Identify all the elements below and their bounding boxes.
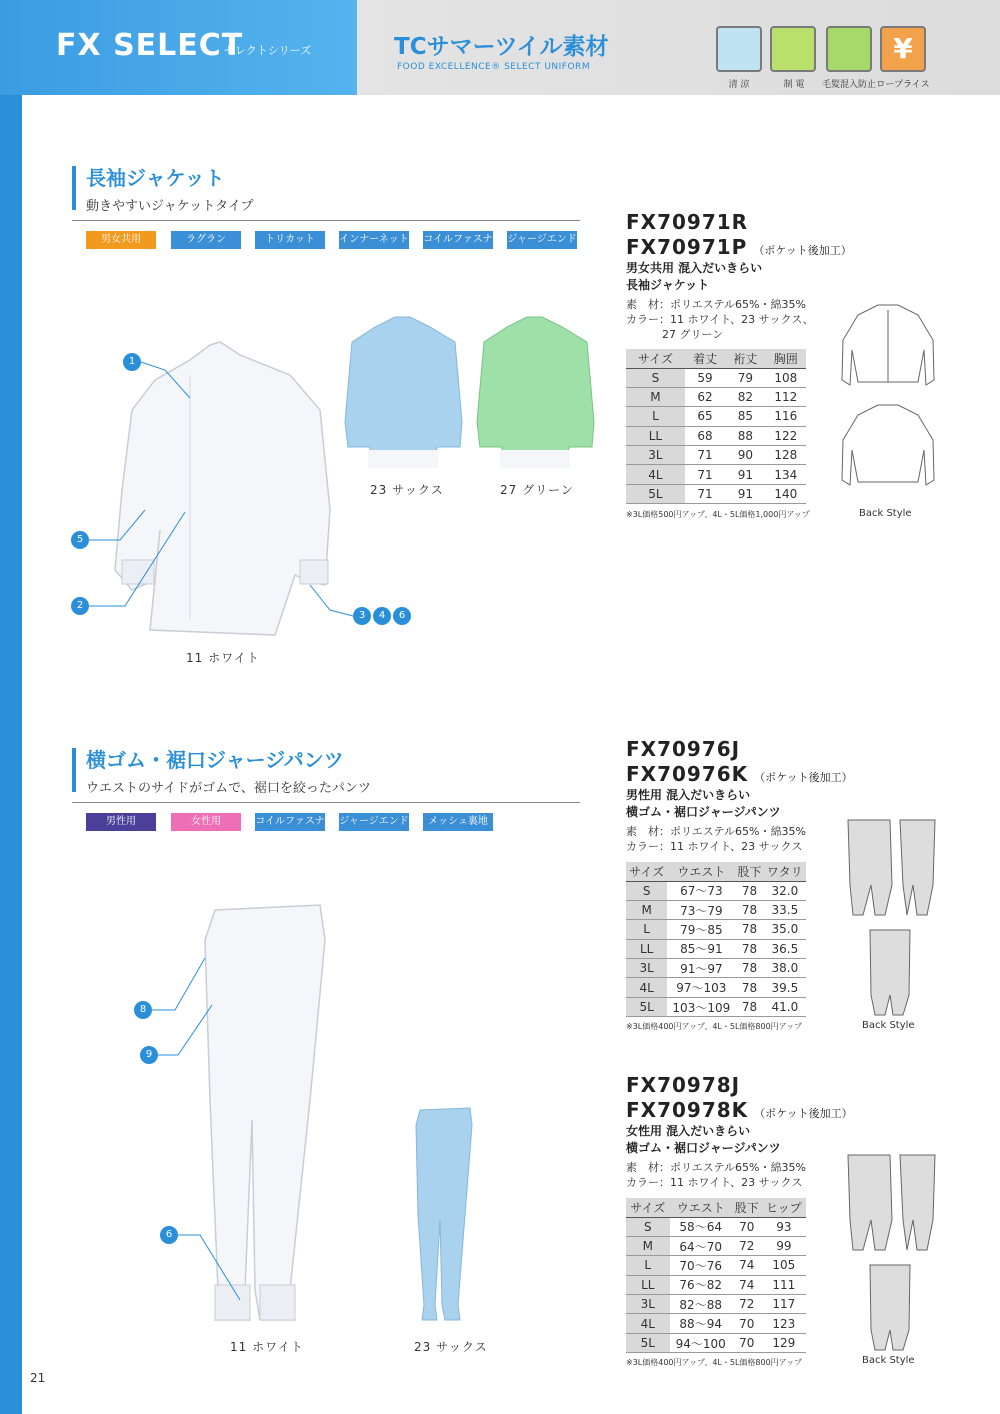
callout-1: 1 <box>123 353 141 371</box>
caption-white-jacket: 11 ホワイト <box>186 651 260 665</box>
table-row: 5L 103～109 78 41.0 <box>626 997 806 1016</box>
tag-jersey-end: ジャージエンド <box>339 813 409 831</box>
product-name-line2: 長袖ジャケット <box>626 278 710 292</box>
size-table-jacket: サイズ 着丈 裄丈 胸囲 S 59 79 108 M 62 82 112 L 65 85 116 LL 68 88 122 3L 71 90 128 4L 71 91 134 5L 71 91 140 <box>626 349 806 504</box>
tag-jersey-end: ジャージエンド <box>507 231 577 249</box>
table-row: 4L 88～94 70 123 <box>626 1314 806 1333</box>
caption-green-jacket: 27 グリーン <box>500 483 574 497</box>
section-desc-pants: ウエストのサイドがゴムで、裾口を絞ったパンツ <box>86 781 371 796</box>
table-row: S 67～73 78 32.0 <box>626 881 806 900</box>
product-name-line2: 横ゴム・裾口ジャージパンツ <box>626 1141 781 1155</box>
section-title-jacket: 長袖ジャケット <box>72 166 225 210</box>
product-name-line1: 男女共用 混入だいきらい <box>626 261 763 275</box>
table-row: M 62 82 112 <box>626 387 806 406</box>
colors-line1: カラー：11 ホワイト、23 サックス、 <box>626 313 814 326</box>
table-row: L 79～85 78 35.0 <box>626 920 806 939</box>
callout-6: 6 <box>393 607 411 625</box>
callout-6: 6 <box>160 1226 178 1244</box>
section-desc-jacket: 動きやすいジャケットタイプ <box>86 199 254 214</box>
model-number-pocket: FX70976K （ポケット後加工） <box>626 762 853 786</box>
back-style-label: Back Style <box>859 508 912 519</box>
caption-sax-jacket: 23 サックス <box>370 483 444 497</box>
yen-icon: ¥ <box>880 26 926 72</box>
model-number-pocket: FX70978K （ポケット後加工） <box>626 1098 853 1122</box>
colors-line2: 27 グリーン <box>662 328 724 341</box>
callout-lines-pants <box>0 0 430 1320</box>
page-title: TCサマーツイル素材 <box>394 34 609 60</box>
callout-5: 5 <box>71 531 89 549</box>
model-number: FX70978J <box>626 1073 741 1097</box>
tag-unisex: 男女共用 <box>86 231 156 249</box>
women-pants-line-drawing <box>845 1150 940 1355</box>
caption-sax-pants: 23 サックス <box>414 1340 488 1354</box>
price-note: ※3L価格500円アップ、4L・5L価格1,000円アップ <box>626 510 810 519</box>
brand-subtitle: セレクトシリーズ <box>224 44 312 57</box>
table-row: S 58～64 70 93 <box>626 1217 806 1236</box>
colors: カラー：11 ホワイト、23 サックス <box>626 840 803 853</box>
antistatic-icon <box>770 26 816 72</box>
material: 素 材：ポリエステル65%・綿35% <box>626 825 806 838</box>
price-note: ※3L価格400円アップ、4L・5L価格800円アップ <box>626 1022 803 1031</box>
feature-label-hair: 毛髪混入防止 <box>821 80 876 90</box>
caption-white-pants: 11 ホワイト <box>230 1340 304 1354</box>
table-row: 3L 71 90 128 <box>626 446 806 465</box>
table-row: S 59 79 108 <box>626 368 806 387</box>
table-row: M 73～79 78 33.5 <box>626 900 806 919</box>
callout-9: 9 <box>140 1046 158 1064</box>
table-row: 3L 91～97 78 38.0 <box>626 959 806 978</box>
tag-coil-zipper: コイルファスナー <box>423 231 493 249</box>
model-number-pocket: FX70971P （ポケット後加工） <box>626 235 852 259</box>
table-row: LL 76～82 74 111 <box>626 1275 806 1294</box>
table-row: LL 85～91 78 36.5 <box>626 939 806 958</box>
table-row: 5L 94～100 70 129 <box>626 1333 806 1352</box>
table-row: 3L 82～88 72 117 <box>626 1295 806 1314</box>
colors: カラー：11 ホワイト、23 サックス <box>626 1176 803 1189</box>
model-number: FX70976J <box>626 737 741 761</box>
hair-guard-icon <box>826 26 872 72</box>
model-number: FX70971R <box>626 210 749 234</box>
brand-logo: FX SELECT <box>56 28 244 63</box>
callout-2: 2 <box>71 597 89 615</box>
table-row: L 70～76 74 105 <box>626 1256 806 1275</box>
table-row: 5L 71 91 140 <box>626 484 806 503</box>
back-style-label: Back Style <box>862 1020 915 1031</box>
callout-4: 4 <box>373 607 391 625</box>
feature-label-price: ロープライス <box>876 80 930 90</box>
tag-tricut: トリカット <box>255 231 325 249</box>
page-subtitle: FOOD EXCELLENCE® SELECT UNIFORM <box>397 62 591 72</box>
tag-men: 男性用 <box>86 813 156 831</box>
jacket-line-drawing <box>838 300 938 505</box>
tag-coil-zipper: コイルファスナー <box>255 813 325 831</box>
product-name-line1: 女性用 混入だいきらい <box>626 1124 751 1138</box>
tag-mesh-lining: メッシュ裏地 <box>423 813 493 831</box>
size-table-men-pants: サイズ ウエスト 股下 ワタリ S 67～73 78 32.0 M 73～79 78 33.5 L 79～85 78 35.0 LL 85～91 78 36.5 3L 91～97 78 38.0 4L 97～103 78 39.5 5L 103～109 78 41.0 <box>626 862 806 1017</box>
cool-icon <box>716 26 762 72</box>
price-note: ※3L価格400円アップ、4L・5L価格800円アップ <box>626 1358 803 1367</box>
table-row: M 64～70 72 99 <box>626 1236 806 1255</box>
tag-inner-net: インナーネット <box>339 231 409 249</box>
material: 素 材：ポリエステル65%・綿35% <box>626 1161 806 1174</box>
back-style-label: Back Style <box>862 1355 915 1366</box>
feature-label-antistatic: 制 電 <box>783 80 805 90</box>
feature-label-cool: 清 涼 <box>728 80 750 90</box>
size-table-women-pants: サイズ ウエスト 股下 ヒップ S 58～64 70 93 M 64～70 72 99 L 70～76 74 105 LL 76～82 74 111 3L 82～88 72 117 4L 88～94 70 123 5L 94～100 70 129 <box>626 1198 806 1353</box>
table-row: 4L 97～103 78 39.5 <box>626 978 806 997</box>
jacket-green-image <box>472 312 602 472</box>
material: 素 材：ポリエステル65%・綿35% <box>626 298 806 311</box>
table-row: L 65 85 116 <box>626 407 806 426</box>
product-name-line1: 男性用 混入だいきらい <box>626 788 751 802</box>
table-row: LL 68 88 122 <box>626 426 806 445</box>
tag-raglan: ラグラン <box>171 231 241 249</box>
tag-women: 女性用 <box>171 813 241 831</box>
page-number: 21 <box>30 1371 46 1385</box>
product-name-line2: 横ゴム・裾口ジャージパンツ <box>626 805 781 819</box>
callout-3: 3 <box>353 607 371 625</box>
men-pants-line-drawing <box>845 815 940 1020</box>
table-row: 4L 71 91 134 <box>626 465 806 484</box>
callout-8: 8 <box>134 1001 152 1019</box>
section-title-pants: 横ゴム・裾口ジャージパンツ <box>72 748 344 792</box>
